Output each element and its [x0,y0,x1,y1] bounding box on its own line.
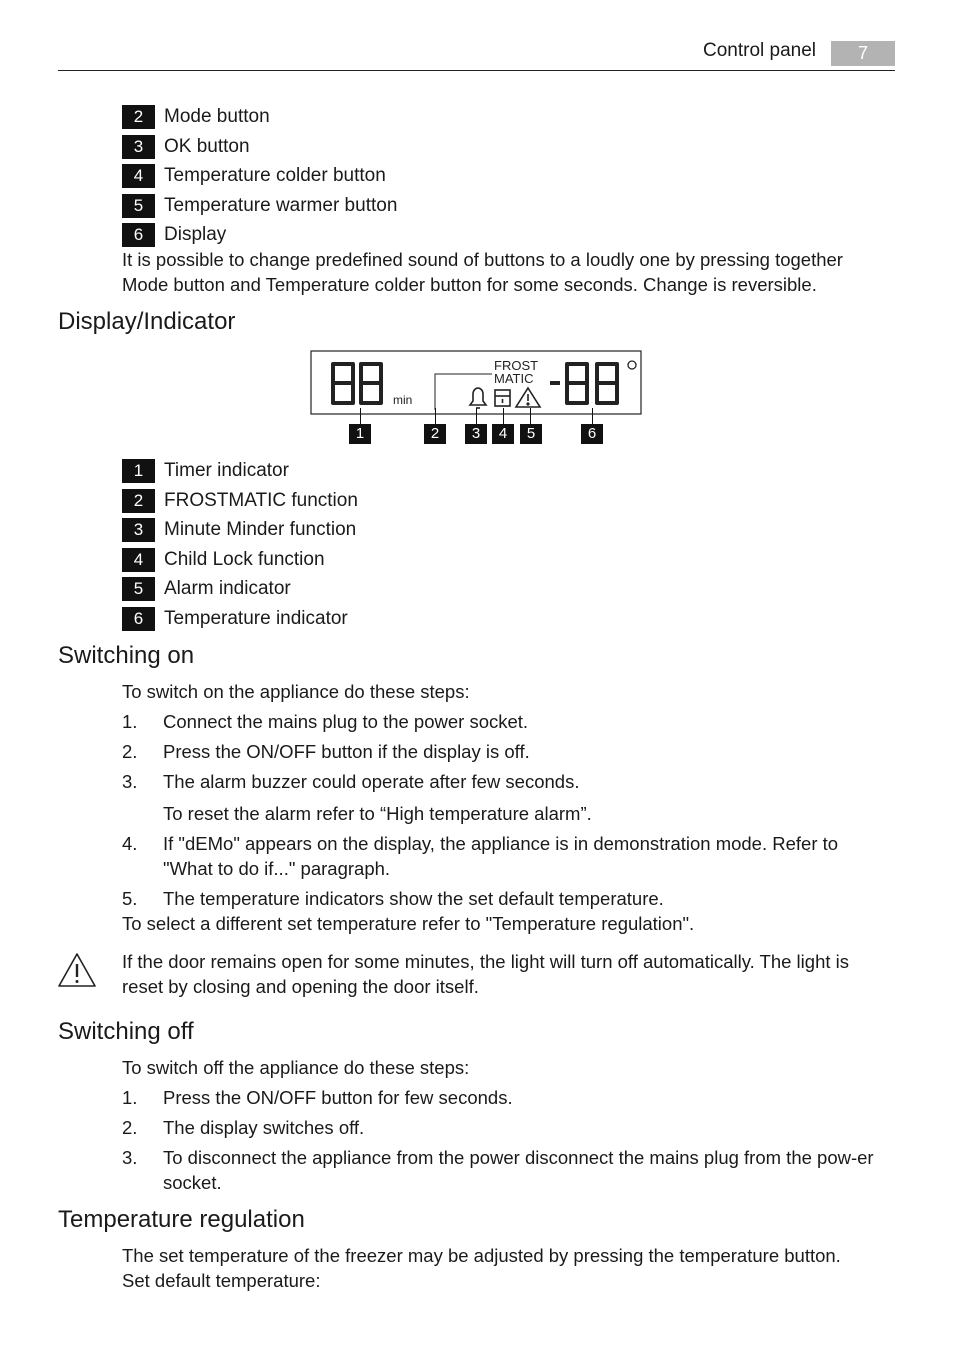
legend-item [122,518,356,542]
callout-number: 2 [424,424,446,444]
list-item [122,886,892,911]
warning-triangle-icon [57,952,97,988]
legend-label: Temperature indicator [164,608,348,629]
legend-item [122,489,358,513]
legend-number: 3 [122,518,155,542]
list-item [122,1085,892,1110]
step-number: 3. [122,771,138,792]
legend-item [122,223,226,247]
legend-label: Temperature warmer button [164,195,398,216]
alarm-triangle-icon [516,388,540,407]
legend-number: 5 [122,194,155,218]
step-number: 5. [122,888,138,909]
legend-number: 4 [122,548,155,572]
list-item [122,769,892,794]
legend-label: Child Lock function [164,549,325,570]
legend-item [122,548,325,572]
step-text: If "dEMo" appears on the display, the appliance is in demonstration mode. Refer to "What to do if..." paragraph. [163,833,839,879]
sound-note [122,247,892,297]
sound-note-line: It is possible to change predefined sound of buttons to a loudly one by pressing together [122,249,843,270]
sound-note-line: Mode button and Temperature colder button for some seconds. Change is reversible. [122,274,817,295]
callout-number: 5 [520,424,542,444]
list-item [122,831,892,881]
legend-item [122,459,289,483]
legend-label: Minute Minder function [164,519,357,540]
step-text: The display switches off. [163,1117,365,1138]
switching-on-intro: To switch on the appliance do these steps: [122,681,470,702]
callout-number: 6 [581,424,603,444]
legend-label: Temperature colder button [164,165,386,186]
legend-label: OK button [164,136,250,157]
step-number: 1. [122,1087,138,1108]
legend-number: 2 [122,489,155,513]
page-number: 7 [831,41,895,66]
legend-number: 4 [122,164,155,188]
list-item [122,1145,892,1195]
legend-number: 3 [122,135,155,159]
step-text: Connect the mains plug to the power socket. [163,711,529,732]
bell-icon [470,388,486,408]
step-text: Press the ON/OFF button for few seconds. [163,1087,513,1108]
list-item [122,1115,892,1140]
legend-item [122,577,291,601]
step-text: Press the ON/OFF button if the display is off. [163,741,530,762]
step-number: 2. [122,741,138,762]
legend-number: 1 [122,459,155,483]
legend-label: Mode button [164,106,270,127]
callout-number: 4 [492,424,514,444]
temperature-digits-graphic [550,364,617,403]
running-header-title: Control panel [703,40,817,61]
legend-item [122,164,386,188]
step-number: 4. [122,833,138,854]
matic-label: MATIC [494,371,534,386]
legend-number: 5 [122,577,155,601]
legend-item [122,135,250,159]
timer-digits-graphic [333,364,381,403]
temperature-regulation-text [122,1243,892,1293]
legend-number: 6 [122,223,155,247]
callout-number: 3 [465,424,487,444]
step-text: The temperature indicators show the set default temperature. [163,888,664,909]
header-divider [58,70,895,71]
list-item [122,739,892,764]
step-number: 2. [122,1117,138,1138]
section-heading-display: Display/Indicator [58,308,236,335]
switching-off-intro: To switch off the appliance do these steps: [122,1057,470,1078]
step-number: 3. [122,1147,138,1168]
degree-symbol-icon [628,361,636,369]
legend-item [122,105,270,129]
legend-number: 2 [122,105,155,129]
legend-number: 6 [122,607,155,631]
warning-text: If the door remains open for some minutes, the light will turn off automatically. The light is reset by closing and opening the door itself. [122,951,849,997]
display-panel-diagram [310,350,642,416]
child-lock-icon [495,390,510,406]
callout-number: 1 [349,424,371,444]
legend-item [122,607,348,631]
frost-label: FROST [494,358,539,373]
step-number: 1. [122,711,138,732]
legend-label: Display [164,224,227,245]
step-text: To reset the alarm refer to “High temperature alarm”. [163,803,592,824]
section-heading-switching-off: Switching off [58,1018,194,1045]
section-heading-switching-on: Switching on [58,642,195,669]
step-text: The alarm buzzer could operate after few seconds. [163,771,580,792]
temperature-regulation-line: The set temperature of the freezer may be adjusted by pressing the temperature button. [122,1245,841,1266]
switching-on-outro: To select a different set temperature refer to "Temperature regulation". [122,913,695,934]
step-text: To disconnect the appliance from the power disconnect the mains plug from the pow-er socket. [163,1147,874,1193]
legend-label: FROSTMATIC function [164,490,358,511]
legend-label: Timer indicator [164,460,289,481]
list-item [122,709,892,734]
legend-label: Alarm indicator [164,578,291,599]
list-item [122,801,892,826]
min-label: min [393,393,413,407]
temperature-regulation-line: Set default temperature: [122,1270,321,1291]
legend-item [122,194,397,218]
section-heading-temperature-regulation: Temperature regulation [58,1206,305,1233]
